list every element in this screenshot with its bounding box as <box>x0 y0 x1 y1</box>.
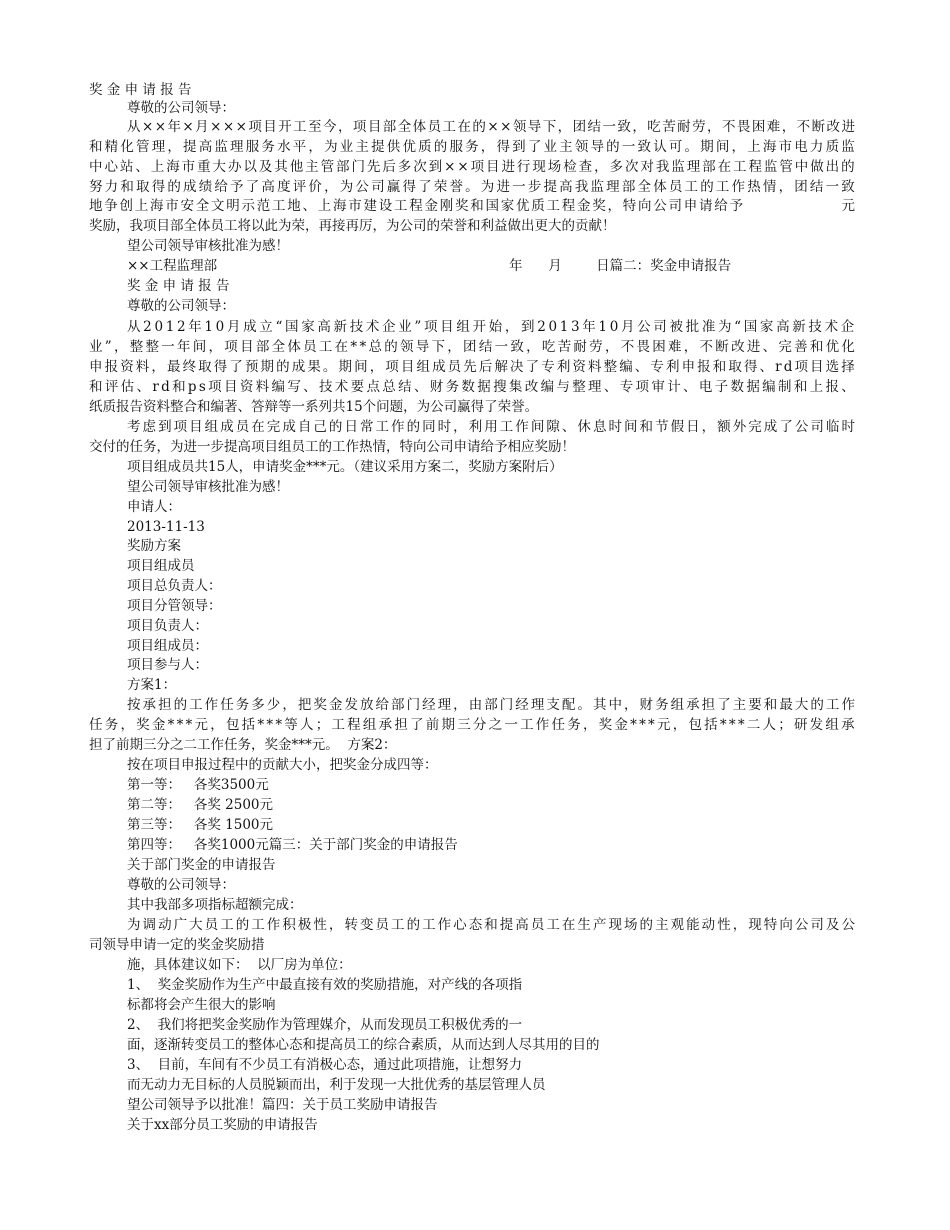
text-line: 其中我部多项指标超额完成： <box>127 897 303 913</box>
text-line: 年 月 日篇二：奖金申请报告 <box>509 258 732 274</box>
text-line: 第二等： 各奖 2500元 <box>127 797 274 813</box>
text-line: 为 调 动 广 大 员 工 的 工 作 积 极 性 ， 转 变 员 工 的 工 作 心 态 和 提 高 员 工 在 生 产 现 场 的 主 观 能 动 性 ， 现 特 向 公 司 及 公 <box>127 917 855 933</box>
text-line: 地 争 创 上 海 市 安 全 文 明 示 范 工 地 、 上 海 市 建 设 工 程 金 刚 奖 和 国 家 优 质 工 程 金 奖 ， 特 向 公 司 申 请 给 予 元 <box>89 198 855 214</box>
text-line: 任 务 ， 奖 金 * * * 元 ， 包 括 * * * 等 人 ； 工 程 组 承 担 了 前 期 三 分 之 一 工 作 任 务 ， 奖 金 * * * 元 ， 包 括 * * * 二 人 ； 研 发 组 承 <box>89 717 855 733</box>
text-line: 关于部门奖金的申请报告 <box>127 857 276 873</box>
text-line: 项目参与人： <box>127 657 208 673</box>
text-line: 奖 金 申 请 报 告 <box>89 82 192 98</box>
text-line: 尊敬的公司领导： <box>127 298 235 314</box>
text-line: 努 力 和 取 得 的 成 绩 给 予 了 高 度 评 价 ， 为 公 司 赢 得 了 荣 誉 。 为 进 一 步 提 高 我 监 理 部 全 体 员 工 的 工 作 热 情 ， 团 结 一 致 <box>89 179 855 195</box>
text-line: 2013-11-13 <box>127 519 205 535</box>
text-line: 1、 奖金奖励作为生产中最直接有效的奖励措施，对产线的各项指 <box>127 977 523 993</box>
text-line: 项目组成员 <box>127 558 195 574</box>
text-line: 和 精 化 管 理 ， 提 高 监 理 服 务 水 平 ， 为 业 主 提 供 优 质 的 服 务 ， 得 到 了 业 主 领 导 的 一 致 认 可 。 期 间 ， 上 海 市 电 力 质 监 <box>89 139 855 155</box>
text-line: 按在项目申报过程中的贡献大小，把奖金分成四等： <box>127 757 438 773</box>
text-line: 从 2 0 1 2 年 1 0 月 成 立 “ 国 家 高 新 技 术 企 业 ” 项 目 组 开 始 ， 到 2 0 1 3 年 1 0 月 公 司 被 批 准 为 “ 国 家 高 新 技 术 企 <box>127 319 855 335</box>
text-line: 申请人： <box>127 499 181 515</box>
text-line: 司领导申请一定的奖金奖励措 <box>89 937 265 953</box>
text-line: 望公司领导审核批准为感！ <box>127 479 289 495</box>
text-line: 望公司领导审核批准为感！ <box>127 238 289 254</box>
text-line: 第一等： 各奖3500元 <box>127 777 269 793</box>
text-line: 方案1： <box>127 677 177 693</box>
text-line: 面，逐渐转变员工的整体心态和提高员工的综合素质，从而达到人尽其用的目的 <box>127 1037 600 1053</box>
text-line: 和 评 估 、 r d 和 p s 项 目 资 料 编 写 、 技 术 要 点 总 结 、 财 务 数 据 搜 集 改 编 与 整 理 、 专 项 审 计 、 电 子 数 据 编 制 和 上 报 、 <box>89 379 855 395</box>
text-line: 业 ” ， 整 整 一 年 间 ， 项 目 部 全 体 员 工 在 * * 总 的 领 导 下 ， 团 结 一 致 ， 吃 苦 耐 劳 ， 不 畏 困 难 ， 不 断 改 进 、 完 善 和 优 化 <box>89 339 855 355</box>
text-line: 从 × × 年 × 月 × × × 项 目 开 工 至 今 ， 项 目 部 全 体 员 工 在 的 × × 领 导 下 ， 团 结 一 致 ， 吃 苦 耐 劳 ， 不 畏 困 难 ， 不 断 改 进 <box>127 119 855 135</box>
text-line: 交付的任务，为进一步提高项目组员工的工作热情，特向公司申请给予相应奖励！ <box>89 439 575 455</box>
text-line: 申 报 资 料 ， 最 终 取 得 了 预 期 的 成 果 。 期 间 ， 项 目 组 成 员 先 后 解 决 了 专 利 资 料 整 编 、 专 利 申 报 和 取 得 、 r d 项 目 选 择 <box>89 359 855 375</box>
text-line: 项目组成员共15人，申请奖金***元。（建议采用方案二，奖励方案附后） <box>127 459 563 475</box>
text-line: 项目组成员： <box>127 638 208 654</box>
text-line: 望公司领导予以批准！篇四：关于员工奖励申请报告 <box>127 1097 438 1113</box>
text-line: 奖 金 申 请 报 告 <box>127 278 230 294</box>
text-line: 尊敬的公司领导： <box>127 877 235 893</box>
text-line: 第三等： 各奖 1500元 <box>127 817 274 833</box>
text-line: 项目总负责人： <box>127 578 222 594</box>
text-line: ××工程监理部 <box>127 258 218 274</box>
text-line: 关于xx部分员工奖励的申请报告 <box>127 1117 318 1133</box>
text-line: 标都将会产生很大的影响 <box>127 997 276 1013</box>
text-line: 项目负责人： <box>127 618 208 634</box>
text-line: 担了前期三分之二工作任务，奖金***元。 方案2： <box>89 737 397 753</box>
text-line: 3、 目前，车间有不少员工有消极心态，通过此项措施，让想努力 <box>127 1057 523 1073</box>
text-line: 项目分管领导： <box>127 598 222 614</box>
text-line: 按 承 担 的 工 作 任 务 多 少 ， 把 奖 金 发 放 给 部 门 经 理 ， 由 部 门 经 理 支 配 。 其 中 ， 财 务 组 承 担 了 主 要 和 最 大 的 工 作 <box>127 697 855 713</box>
text-line: 中 心 站 、 上 海 市 重 大 办 以 及 其 他 主 管 部 门 先 后 多 次 到 × × 项 目 进 行 现 场 检 查 ， 多 次 对 我 监 理 部 在 工 程 监 管 中 做 出 的 <box>89 159 855 175</box>
text-line: 而无动力无目标的人员脱颖而出，利于发现一大批优秀的基层管理人员 <box>127 1077 546 1093</box>
text-line: 第四等： 各奖1000元篇三：关于部门奖金的申请报告 <box>127 837 458 853</box>
text-line: 施，具体建议如下： 以厂房为单位： <box>127 957 352 973</box>
text-line: 奖励方案 <box>127 538 181 554</box>
text-line: 纸质报告资料整合和编著、答辩等一系列共15个问题，为公司赢得了荣誉。 <box>89 399 539 415</box>
text-line: 2、 我们将把奖金奖励作为管理媒介，从而发现员工积极优秀的一 <box>127 1017 523 1033</box>
text-line: 奖励，我项目部全体员工将以此为荣，再接再厉，为公司的荣誉和利益做出更大的贡献！ <box>89 218 616 234</box>
text-line: 考 虑 到 项 目 组 成 员 在 完 成 自 己 的 日 常 工 作 的 同 时 ， 利 用 工 作 间 隙 、 休 息 时 间 和 节 假 日 ， 额 外 完 成 了 公 司 临 时 <box>127 419 855 435</box>
text-line: 尊敬的公司领导： <box>127 100 235 116</box>
